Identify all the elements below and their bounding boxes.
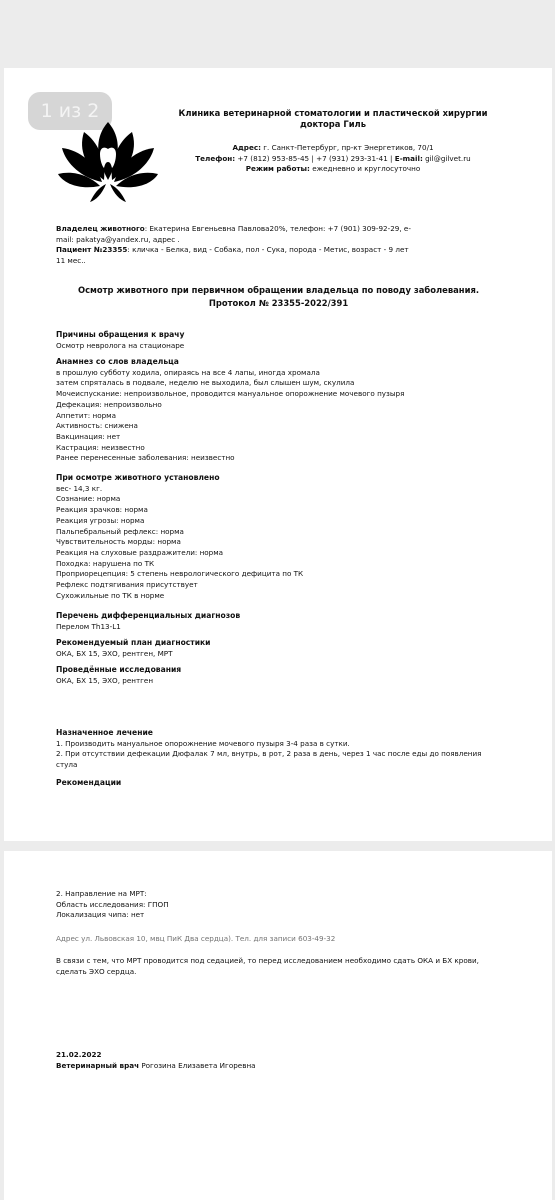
protocol-title-line1: Осмотр животного при первичном обращении владельца по поводу заболевания. (77, 285, 480, 295)
section-line: Проприорецепция: 5 степень неврологического дефицита по ТК (56, 569, 304, 579)
phone-label: Телефон: (195, 153, 236, 163)
section-line: Осмотр невролога на стационаре (56, 340, 185, 350)
section-differential (56, 611, 516, 632)
address-label: Адрес: (232, 143, 261, 152)
mri-address: Адрес ул. Львовская 10, мвц ПиК Два сердца). Тел. для записи 603-49-32 (56, 934, 336, 943)
vet-label: Ветеринарный врач (56, 1060, 140, 1070)
section-heading: При осмотре животного установлено (56, 473, 220, 482)
clinic-logo-flower-icon (56, 118, 160, 204)
vet-name: Рогозина Елизавета Игоревна (141, 1060, 256, 1070)
section-reasons (56, 330, 516, 351)
section-line: Вакцинация: нет (56, 431, 121, 441)
section-line: Чувствительность морды: норма (56, 537, 181, 547)
section-line: стула (56, 760, 78, 770)
clinic-name-line2: доктора Гиль (299, 119, 366, 129)
section-line: Реакция зрачков: норма (56, 505, 148, 515)
section-heading: Анамнез со слов владельца (56, 357, 179, 366)
section-line: затем спряталась в подвале, неделю не выходила, был слышен шум, скулила (56, 378, 355, 388)
sedation-note (56, 956, 501, 977)
section-line: вес- 14,3 кг. (56, 483, 103, 493)
section-heading: Рекомендации (56, 778, 122, 787)
section-line: Мочеиспускание: непроизвольное, проводится мануальное опорожнение мочевого пузыря (56, 389, 405, 399)
owner-label: Владелец животного (56, 224, 145, 233)
section-heading: Рекомендуемый план диагностики (56, 638, 211, 647)
section-line: Ранее перенесенные заболевания: неизвестно (56, 453, 235, 463)
section-done (56, 665, 516, 686)
section-heading: Проведённые исследования (56, 665, 182, 674)
email-label: E-mail: (394, 153, 423, 163)
section-line: Сухожильные по ТК в норме (56, 590, 165, 600)
section-line: Аппетит: норма (56, 410, 116, 420)
section-line: Реакция угрозы: норма (56, 515, 145, 525)
mri-referral (56, 889, 501, 921)
section-plan (56, 638, 516, 659)
protocol-number: Протокол № 23355-2022/391 (208, 298, 349, 308)
section-line: Сознание: норма (56, 494, 121, 504)
protocol-title (56, 284, 501, 310)
mri-line: Область исследования: ГПОП (56, 899, 169, 909)
section-heading: Перечень дифференциальных диагнозов (56, 611, 241, 620)
hours-label: Режим работы: (245, 164, 310, 173)
section-heading: Назначенное лечение (56, 728, 153, 737)
section-exam (56, 473, 516, 601)
hours-value: ежедневно и круглосуточно (312, 164, 421, 173)
clinic-contacts (160, 143, 506, 175)
section-line: Пальпебральный рефлекс: норма (56, 526, 184, 536)
section-line: Перелом Th13-L1 (56, 621, 121, 631)
signature-block (56, 1050, 501, 1071)
owner-line2: mail: pakatya@yandex.ru, адрес . (56, 234, 180, 244)
clinic-name-line1: Клиника ветеринарной стоматологии и пластической хирургии (178, 108, 488, 118)
section-line: Рефлекс подтягивания присутствует (56, 580, 198, 590)
section-line: ОКА, БХ 15, ЭХО, рентген (56, 675, 154, 685)
patient-text: : кличка - Белка, вид - Собака, пол - Сука, порода - Метис, возраст - 9 лет 11 мес.. (56, 245, 409, 265)
patient-label: Пациент №23355 (56, 245, 128, 254)
note-line: В связи с тем, что МРТ проводится под седацией, то перед исследованием необходимо сдать ОКА и БХ крови, (56, 956, 479, 965)
phone-value: +7 (812) 953-85-45 | +7 (931) 293-31-41 | (237, 153, 393, 163)
mri-line: Локализация чипа: нет (56, 910, 145, 919)
section-recommendations (56, 778, 516, 789)
section-treatment (56, 728, 516, 771)
section-line: 2. При отсутствии дефекации Дюфалак 7 мл, внутрь, в рот, 2 раза в день, через 1 час после еды до появления (56, 749, 482, 759)
section-line: в прошлую субботу ходила, опираясь на все 4 лапы, иногда хромала (56, 367, 320, 377)
section-line: Активность: снижена (56, 421, 138, 431)
email-value[interactable]: gil@gilvet.ru (425, 153, 471, 163)
section-line: Кастрация: неизвестно (56, 442, 145, 452)
clinic-name (160, 108, 506, 130)
document-date: 21.02.2022 (56, 1050, 102, 1059)
owner-patient-info (56, 224, 416, 266)
section-line: Реакция на слуховые раздражители: норма (56, 547, 224, 557)
address-value: г. Санкт-Петербург, пр-кт Энергетиков, 70/1 (263, 143, 434, 152)
note-line: сделать ЭХО сердца. (56, 966, 137, 976)
page-indicator-badge: 1 из 2 (28, 92, 112, 130)
section-line: ОКА, БХ 15, ЭХО, рентген, МРТ (56, 648, 173, 658)
owner-line1: : Екатерина Евгеньевна Павлова20%, телефон: +7 (901) 309-92-29, e- (144, 224, 411, 233)
section-line: 1. Производить мануальное опорожнение мочевого пузыря 3-4 раза в сутки. (56, 738, 350, 748)
mri-line: 2. Направление на МРТ: (56, 889, 147, 898)
section-line: Дефекация: непроизвольно (56, 399, 162, 409)
section-line: Походка: нарушена по ТК (56, 558, 155, 568)
section-heading: Причины обращения к врачу (56, 330, 185, 339)
section-anamnesis (56, 357, 516, 464)
